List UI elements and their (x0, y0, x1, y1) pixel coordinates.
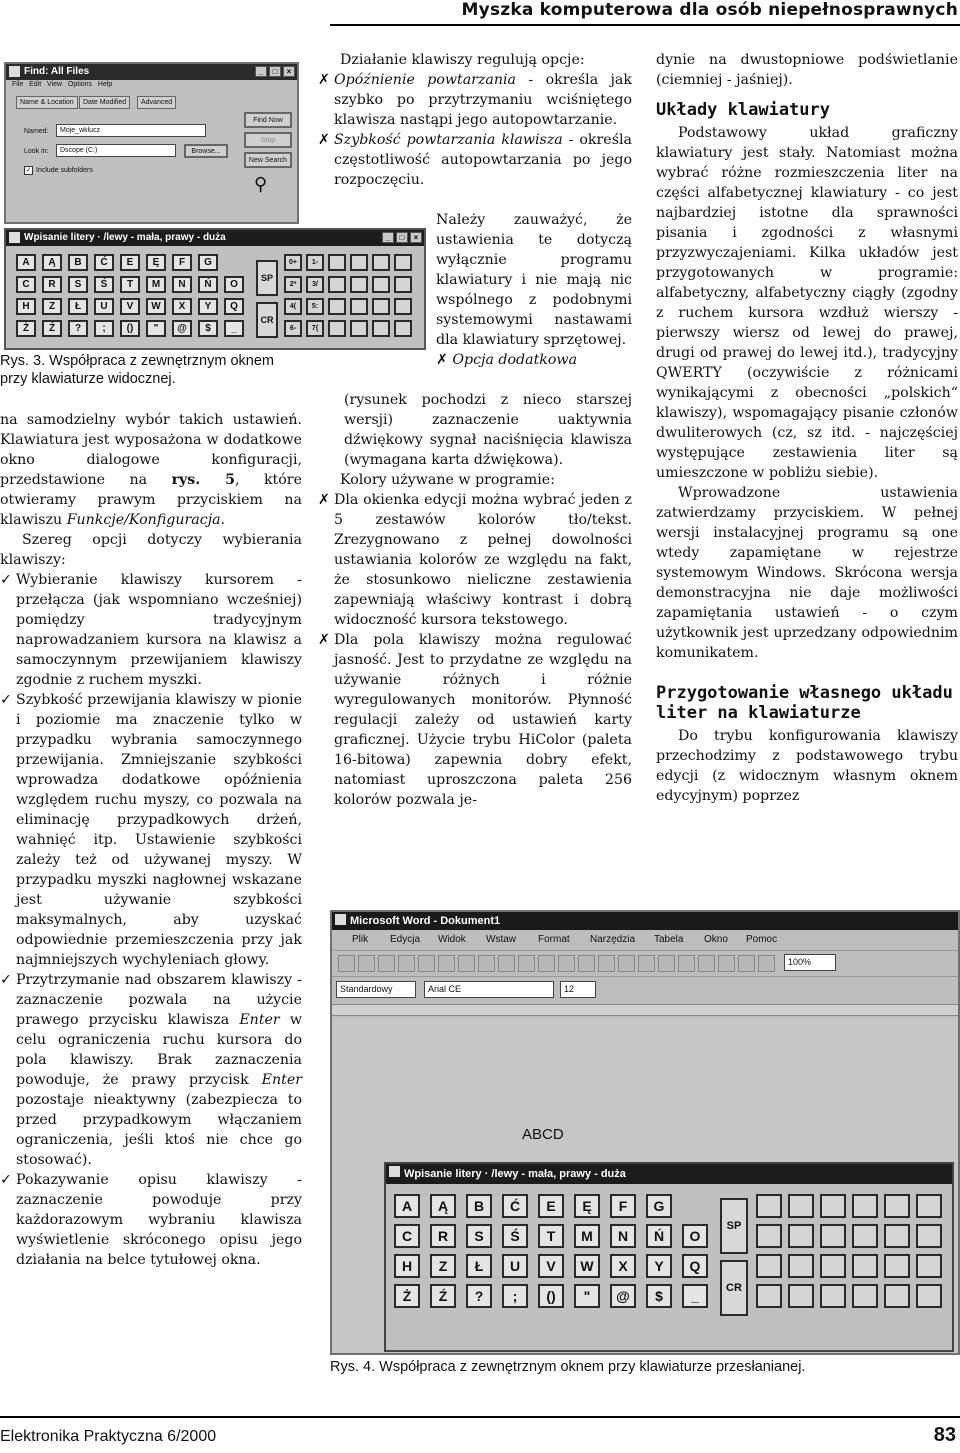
symbol-key[interactable] (852, 1254, 878, 1278)
caption-line: przy klawiaturze widocznej. (0, 371, 176, 387)
word-titlebar (332, 912, 958, 930)
key[interactable]: Ć (94, 254, 114, 271)
page-header (330, 0, 960, 26)
key[interactable]: M (574, 1224, 600, 1248)
key-gap (682, 1194, 708, 1218)
section-heading: Układy klawiatury (656, 100, 830, 120)
symbol-key-grid (284, 254, 412, 337)
tab-name-location[interactable]: Name & Location (16, 96, 78, 109)
key[interactable]: X (610, 1254, 636, 1278)
space-key[interactable]: SP (720, 1198, 748, 1254)
symbol-key[interactable] (372, 276, 390, 293)
cross-icon: ✗ (318, 72, 330, 88)
key[interactable]: W (574, 1254, 600, 1278)
column-1 (0, 410, 302, 1270)
cross-icon: ✗ (318, 492, 330, 508)
paragraph: Należy zauważyć, że ustawienia te dotyczą wyłącznie programu klawiatury i nie mają nic wspólnego z podobnymi systemowymi nastawami dla klawiatury sprzętowej. (436, 212, 632, 348)
toolbar-button[interactable] (458, 955, 475, 972)
symbol-key[interactable] (788, 1254, 814, 1278)
key[interactable]: () (538, 1284, 564, 1308)
key[interactable]: C (394, 1224, 420, 1248)
check-icon: ✓ (0, 972, 12, 988)
key[interactable]: O (682, 1224, 708, 1248)
key[interactable]: G (646, 1194, 672, 1218)
symbol-key[interactable]: 0+ (284, 254, 302, 271)
standard-toolbar (332, 950, 958, 976)
symbol-key[interactable] (852, 1224, 878, 1248)
symbol-key[interactable]: 1- (306, 254, 324, 271)
key[interactable]: " (146, 320, 166, 337)
magnifier-icon: ⚲ (254, 174, 268, 195)
close-icon[interactable]: × (283, 66, 295, 77)
symbol-key[interactable] (394, 298, 412, 315)
key[interactable]: E (120, 254, 140, 271)
key[interactable]: O (224, 276, 244, 293)
symbol-key-grid (756, 1194, 942, 1308)
symbol-key[interactable] (884, 1284, 910, 1308)
symbol-key[interactable] (350, 254, 368, 271)
key[interactable]: Q (224, 298, 244, 315)
stop-button[interactable]: Stop (244, 132, 292, 148)
minimize-icon[interactable]: _ (255, 66, 267, 77)
key[interactable]: E (538, 1194, 564, 1218)
key[interactable]: $ (646, 1284, 672, 1308)
key[interactable]: Ę (146, 254, 166, 271)
key[interactable]: A (394, 1194, 420, 1218)
symbol-key[interactable] (756, 1254, 782, 1278)
paragraph: ✗ Opcja dodatkowa (436, 352, 578, 368)
menu-narzedzia[interactable]: Narzędzia (590, 934, 636, 945)
section-heading: Przygotowanie własnego układu liter na klawiaturze (656, 683, 953, 723)
list-item: ✗ Szybkość powtarzania klawisza - określa częstotliwość autopowtarzania po jego rozpoczęciu. (318, 132, 632, 188)
key[interactable]: _ (682, 1284, 708, 1308)
key[interactable]: ? (68, 320, 88, 337)
browse-button[interactable]: Browse... (184, 144, 228, 158)
symbol-key[interactable] (916, 1194, 942, 1218)
ruler (332, 1004, 958, 1016)
key[interactable]: @ (610, 1284, 636, 1308)
key[interactable]: F (610, 1194, 636, 1218)
word-title: Microsoft Word - Dokument1 (350, 915, 501, 927)
key[interactable]: T (120, 276, 140, 293)
key[interactable]: ; (94, 320, 114, 337)
toolbar-button[interactable] (578, 955, 595, 972)
key[interactable]: @ (172, 320, 192, 337)
cross-icon: ✗ (318, 632, 330, 648)
key[interactable]: Z (42, 298, 62, 315)
key[interactable]: Y (198, 298, 218, 315)
toolbar-button[interactable] (658, 955, 675, 972)
paragraph: na samodzielny wybór takich ustawień. Klawiatura jest wyposażona w dodatkowe okno dialogowe konfiguracji, przedstawione na rys. 5, które otwieramy prawym przyciskiem na klawiszu Funkcje/Konfiguracja. (0, 412, 302, 528)
symbol-key[interactable] (394, 254, 412, 271)
screen-keyboard-fig4 (384, 1162, 954, 1352)
key[interactable]: Ń (198, 276, 218, 293)
toolbar-button[interactable] (758, 955, 775, 972)
include-subfolders-label: Include subfolders (36, 167, 93, 174)
enter-key[interactable]: CR (720, 1260, 748, 1316)
menu-wstaw[interactable]: Wstaw (486, 934, 516, 945)
menu-pomoc[interactable]: Pomoc (746, 934, 778, 945)
paragraph: Podstawowy układ graficzny klawiatury jest stały. Natomiast można wybrać różne rozmieszczenia liter na części alfabetycznej klawiatury - co jest najbardziej istotne dla sprawności pisania i zgodności z własnymi przyzwyczajeniami. Kilka układów jest przygotowanych w programie: alfabetyczny, alfabetyczny ciągły (zgodny z ruchem kursora wzdłuż wierszy - pierwszy wiersz od lewej do prawej, drugi od prawej do lewej itd.), tradycyjny QWERTY (oczywiście z różnicami wynikającymi z obecności „polskich“ klawiszy), wspomagający pisanie członów dwuliterowych (cz, sz itd. - najczęściej występujące zestawienia liter są umieszczone w pobliżu siebie). (656, 125, 958, 481)
key[interactable]: Z (430, 1254, 456, 1278)
list-item: ✗ Dla pola klawiszy można regulować jasność. Jest to przydatne ze względu na używanie różnych i różnie wyregulowanych monitorów. Płynność regulacji zależy od ustawień karty graficznej. Użycie trybu HiColor (paleta 16-bitowa) zapewnia dobry efekt, natomiast uproszczona paleta 256 kolorów pozwala je- (318, 632, 632, 808)
list-item: ✓ Pokazywanie opisu klawiszy - zaznaczenie powoduje przy każdorazowym wybraniu klawisza wyświetlenie skróconego opisu jego działania na belce tytułowej okna. (0, 1172, 302, 1268)
key[interactable]: Ł (68, 298, 88, 315)
symbol-key[interactable] (394, 276, 412, 293)
toolbar-button[interactable] (638, 955, 655, 972)
minimize-icon[interactable]: _ (382, 232, 394, 243)
symbol-key[interactable] (372, 254, 390, 271)
named-label: Named: (24, 128, 49, 135)
keyboard-app-icon (389, 1166, 400, 1177)
menu-edycja[interactable]: Edycja (390, 934, 421, 945)
enter-key[interactable]: CR (256, 302, 278, 338)
key[interactable]: Ń (646, 1224, 672, 1248)
key[interactable]: R (430, 1224, 456, 1248)
symbol-key[interactable] (328, 276, 346, 293)
key[interactable]: H (16, 298, 36, 315)
toolbar-button[interactable] (518, 955, 535, 972)
menu-options[interactable]: Options (67, 81, 93, 88)
keyboard-titlebar (6, 230, 424, 246)
paragraph: dynie na dwustopniowe podświetlanie (ciemniej - jaśniej). (656, 52, 958, 88)
key-grid (394, 1194, 708, 1308)
key[interactable]: T (538, 1224, 564, 1248)
page-number: 83 (933, 1424, 956, 1446)
find-dialog-titlebar (6, 64, 297, 80)
toolbar-button[interactable] (598, 955, 615, 972)
toolbar-button[interactable] (358, 955, 375, 972)
key[interactable]: A (16, 254, 36, 271)
key[interactable]: N (172, 276, 192, 293)
word-window (330, 910, 960, 1355)
symbol-key[interactable] (350, 298, 368, 315)
key[interactable]: X (172, 298, 192, 315)
key-gap (224, 254, 244, 271)
key[interactable]: Ę (574, 1194, 600, 1218)
formatting-toolbar (332, 976, 958, 1002)
symbol-key[interactable] (756, 1194, 782, 1218)
column-3 (656, 50, 958, 806)
key[interactable]: V (120, 298, 140, 315)
key[interactable]: Ł (466, 1254, 492, 1278)
key[interactable]: Ś (94, 276, 114, 293)
key[interactable]: Q (682, 1254, 708, 1278)
space-key[interactable]: SP (256, 260, 278, 296)
symbol-key[interactable] (350, 276, 368, 293)
key[interactable]: Ź (42, 320, 62, 337)
key[interactable]: S (68, 276, 88, 293)
symbol-key[interactable] (756, 1224, 782, 1248)
figure-3-caption (0, 352, 274, 388)
search-app-icon (9, 66, 20, 77)
paragraph: Kolory używane w programie: (340, 472, 555, 488)
symbol-key[interactable] (394, 320, 412, 337)
maximize-icon[interactable]: □ (269, 66, 281, 77)
column-2-wrap (436, 210, 632, 370)
toolbar-button[interactable] (378, 955, 395, 972)
symbol-key[interactable] (852, 1284, 878, 1308)
check-icon: ✓ (0, 572, 12, 588)
find-now-button[interactable]: Find Now (244, 112, 292, 128)
symbol-key[interactable] (852, 1194, 878, 1218)
cross-icon: ✗ (318, 132, 330, 148)
symbol-key[interactable]: 7{ (306, 320, 324, 337)
key[interactable]: U (94, 298, 114, 315)
new-search-button[interactable]: New Search (244, 152, 292, 168)
column-2 (318, 50, 632, 190)
paragraph: Działanie klawiszy regulują opcje: (340, 52, 585, 68)
keyboard-title: Wpisanie litery · /lewy - mała, prawy - duża (404, 1168, 626, 1180)
key[interactable]: Ż (16, 320, 36, 337)
symbol-key[interactable] (916, 1224, 942, 1248)
symbol-key[interactable] (884, 1194, 910, 1218)
figure-4-caption: Rys. 4. Współpraca z zewnętrznym oknem przy klawiaturze przesłanianej. (330, 1359, 806, 1375)
paragraph: Wprowadzone ustawienia zatwierdzamy przyciskiem. W pełnej wersji instalacyjnej programu są one wtedy zapamiętane w rejestrze systemowym Windows. Skrócona wersja demonstracyjna nie daje możliwości zapamiętania ustawień - o czym użytkownik jest uprzedzany odpowiednim komunikatem. (656, 485, 958, 661)
column-2-lower (318, 390, 632, 810)
menu-widok[interactable]: Widok (438, 934, 466, 945)
screen-keyboard-fig3 (4, 228, 426, 350)
named-input[interactable]: Moje_wklucz (56, 124, 206, 137)
toolbar-button[interactable] (498, 955, 515, 972)
tab-date-modified[interactable]: Date Modified (79, 96, 130, 109)
check-icon: ✓ (0, 692, 12, 708)
symbol-key[interactable]: 2* (284, 276, 302, 293)
toolbar-button[interactable] (738, 955, 755, 972)
menu-format[interactable]: Format (538, 934, 570, 945)
font-select[interactable]: Arial CE (424, 981, 554, 998)
check-icon: ✓ (0, 1172, 12, 1188)
menu-tabela[interactable]: Tabela (654, 934, 684, 945)
key[interactable]: Ć (502, 1194, 528, 1218)
style-select[interactable]: Standardowy (336, 981, 416, 998)
key[interactable]: Y (646, 1254, 672, 1278)
symbol-key[interactable] (820, 1284, 846, 1308)
key[interactable]: $ (198, 320, 218, 337)
symbol-key[interactable] (916, 1284, 942, 1308)
key[interactable]: V (538, 1254, 564, 1278)
key[interactable]: ; (502, 1284, 528, 1308)
key[interactable]: ? (466, 1284, 492, 1308)
key[interactable]: H (394, 1254, 420, 1278)
key[interactable]: " (574, 1284, 600, 1308)
zoom-select[interactable]: 100% (784, 954, 836, 971)
key-grid (16, 254, 244, 337)
key[interactable]: Ż (394, 1284, 420, 1308)
toolbar-button[interactable] (418, 955, 435, 972)
key[interactable]: Ą (430, 1194, 456, 1218)
key[interactable]: G (198, 254, 218, 271)
symbol-key[interactable] (756, 1284, 782, 1308)
key[interactable]: N (610, 1224, 636, 1248)
toolbar-button[interactable] (718, 955, 735, 972)
toolbar-button[interactable] (478, 955, 495, 972)
find-dialog-menu (12, 81, 112, 88)
maximize-icon[interactable]: □ (396, 232, 408, 243)
toolbar-button[interactable] (438, 955, 455, 972)
footer-rule (0, 1416, 960, 1418)
symbol-key[interactable] (372, 320, 390, 337)
list-item: ✗ Opóźnienie powtarzania - określa jak szybko po przytrzymaniu wciśniętego klawisza nastąpi jego autopowtarzanie. (318, 72, 632, 128)
symbol-key[interactable] (884, 1254, 910, 1278)
paragraph: Do trybu konfigurowania klawiszy przechodzimy z podstawowego trybu edycji (z widocznym własnym oknem edycyjnym) poprzez (656, 728, 958, 804)
word-menu (332, 930, 958, 950)
symbol-key[interactable] (350, 320, 368, 337)
key[interactable]: _ (224, 320, 244, 337)
symbol-key[interactable] (820, 1194, 846, 1218)
list-item: ✓ Szybkość przewijania klawiszy w pionie i poziomie ma znaczenie tylko w przypadku wybrania samoczynnego przewijania. Zmniejszanie szybkości wprowadza dodatkowe opóźnienia względem ruchu myszy, co pozwala na eliminację przypadkowych drżeń, wahnięć itp. Ustawienie szybkości zależy też od używanej myszy. W przypadku myszki nagłownej wskazane jest używanie szybkości maksymalnych, aby uzyskać odpowiednie przemieszczenia przy jak najmniejszych wychyleniach głowy. (0, 692, 302, 968)
key[interactable]: F (172, 254, 192, 271)
keyboard-title: Wpisanie litery · /lewy - mała, prawy - duża (24, 232, 226, 243)
symbol-key[interactable] (820, 1224, 846, 1248)
key[interactable]: B (68, 254, 88, 271)
symbol-key[interactable] (372, 298, 390, 315)
toolbar-button[interactable] (338, 955, 355, 972)
key[interactable]: Ą (42, 254, 62, 271)
toolbar-button[interactable] (538, 955, 555, 972)
paragraph: (rysunek pochodzi z nieco starszej wersji) zaznaczenie uaktywnia dźwiękowy sygnał naciśnięcia klawisza (wymagana karta dźwiękowa). (344, 392, 632, 468)
list-item: ✓ Przytrzymanie nad obszarem klawiszy - zaznaczenie pozwala na użycie prawego przycisku klawisza Enter w celu ograniczenia ruchu kursora do pola klawiszy. Brak zaznaczenia powoduje, że prawy przycisk Enter pozostaje nieaktywny (zabezpiecza to przed przypadkowym włączaniem ograniczenia, jeśli ktoś nie chce go stosować). (0, 972, 303, 1168)
footer-journal: Elektronika Praktyczna 6/2000 (0, 1428, 217, 1445)
key[interactable]: B (466, 1194, 492, 1218)
key[interactable]: () (120, 320, 140, 337)
key[interactable]: S (466, 1224, 492, 1248)
size-select[interactable]: 12 (560, 981, 596, 998)
key[interactable]: C (16, 276, 36, 293)
menu-file[interactable]: File (12, 81, 24, 88)
toolbar-button[interactable] (398, 955, 415, 972)
symbol-key[interactable] (788, 1224, 814, 1248)
menu-view[interactable]: View (47, 81, 63, 88)
menu-help[interactable]: Help (97, 81, 113, 88)
cross-icon: ✗ (436, 352, 448, 368)
key[interactable]: Ź (430, 1284, 456, 1308)
symbol-key[interactable]: 5: (306, 298, 324, 315)
symbol-key[interactable] (328, 254, 346, 271)
paragraph: Szereg opcji dotyczy wybierania klawiszy: (0, 532, 302, 568)
key[interactable]: W (146, 298, 166, 315)
menu-plik[interactable]: Plik (352, 934, 369, 945)
key[interactable]: U (502, 1254, 528, 1278)
symbol-key[interactable] (884, 1224, 910, 1248)
symbol-key[interactable] (328, 320, 346, 337)
symbol-key[interactable] (916, 1254, 942, 1278)
toolbar-button[interactable] (678, 955, 695, 972)
lookin-label: Look in: (24, 148, 49, 155)
toolbar-button[interactable] (698, 955, 715, 972)
document-text: ABCD (522, 1126, 564, 1143)
find-dialog-title: Find: All Files (24, 66, 90, 77)
symbol-key[interactable]: 6- (284, 320, 302, 337)
caption-line: Rys. 3. Współpraca z zewnętrznym oknem (0, 353, 274, 369)
lookin-select[interactable]: Dscope (C:) (56, 144, 176, 157)
list-item: ✓ Wybieranie klawiszy kursorem - przełącza (jak wspomniano wcześniej) pomiędzy tradycyjnym naprowadzaniem kursora na klawisz a samoczynnym przewijaniem klawiszy zgodnie z ruchem myszki. (0, 572, 302, 688)
toolbar-button[interactable] (618, 955, 635, 972)
key[interactable]: R (42, 276, 62, 293)
symbol-key[interactable] (788, 1284, 814, 1308)
symbol-key[interactable]: 4( (284, 298, 302, 315)
symbol-key[interactable] (820, 1254, 846, 1278)
menu-edit[interactable]: Edit (29, 81, 42, 88)
tab-advanced[interactable]: Advanced (137, 96, 176, 109)
header-title: Myszka komputerowa dla osób niepełnosprawnych (461, 0, 958, 20)
keyboard-titlebar (386, 1164, 952, 1184)
close-icon[interactable]: × (410, 232, 422, 243)
toolbar-button[interactable] (558, 955, 575, 972)
menu-okno[interactable]: Okno (704, 934, 728, 945)
include-subfolders-checkbox[interactable]: ✓ (25, 166, 32, 174)
keyboard-app-icon (9, 232, 20, 243)
key[interactable]: Ś (502, 1224, 528, 1248)
word-app-icon (335, 914, 346, 925)
symbol-key[interactable] (328, 298, 346, 315)
symbol-key[interactable]: 3/ (306, 276, 324, 293)
key[interactable]: M (146, 276, 166, 293)
find-dialog (4, 62, 299, 224)
list-item: ✗ Dla okienka edycji można wybrać jeden z 5 zestawów kolorów tło/tekst. Zrezygnowano z pełnej dowolności ustawiania kolorów ze względu na fakt, że stosunkowo nieliczne zestawienia zapewniają właściwy kontrast i dobrą widoczność kursora tekstowego. (318, 492, 632, 628)
symbol-key[interactable] (788, 1194, 814, 1218)
